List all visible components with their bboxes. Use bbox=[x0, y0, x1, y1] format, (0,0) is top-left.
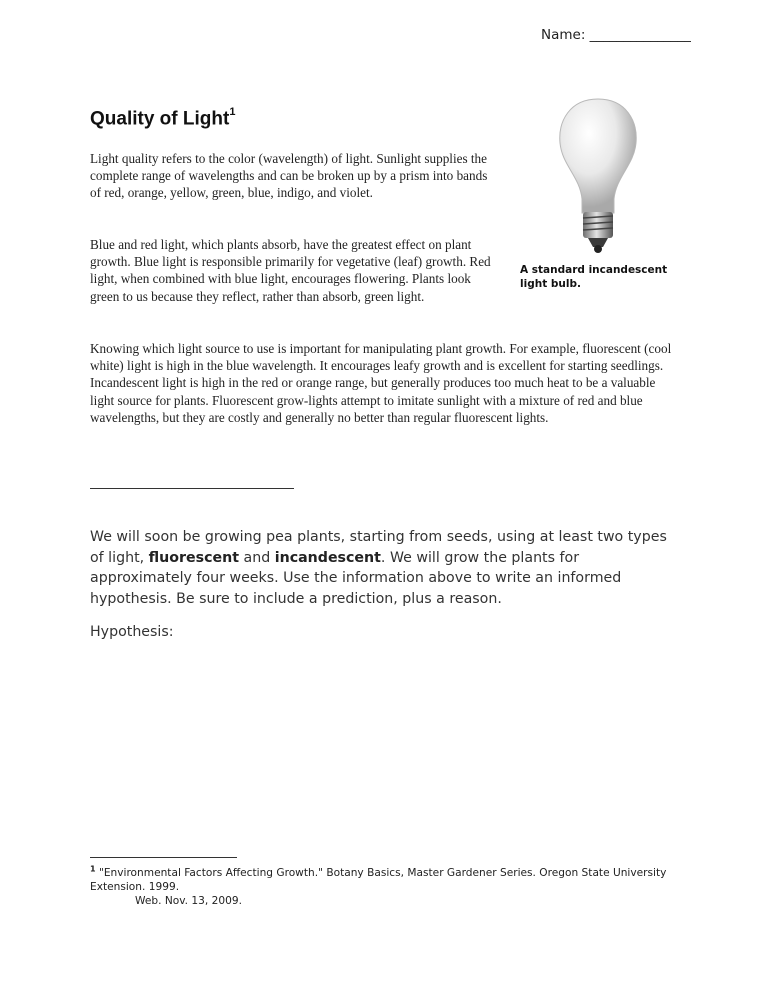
assignment-rest: . We will grow the plants for approximately four weeks. Use the information above to write an informed hypothesis. Be sure to include a prediction, plus a reason. bbox=[90, 549, 622, 607]
term-incandescent: incandescent bbox=[274, 549, 381, 566]
term-fluorescent: fluorescent bbox=[148, 549, 239, 566]
paragraph-blue-red-light: Blue and red light, which plants absorb, have the greatest effect on plant growth. Blue light is responsible primarily for vegetative (leaf) growth. Red light, when combined with blue light, encourages flowering. Plants look green to us because they reflect, rather than absorb, green light. bbox=[90, 237, 491, 304]
page-title bbox=[90, 108, 235, 130]
assignment-intro: We will soon be growing pea plants, starting from seeds, using at least two types of light, bbox=[90, 529, 667, 566]
footnote-line-2: Web. Nov. 13, 2009. bbox=[135, 894, 242, 907]
footnote-mark: 1 bbox=[90, 864, 96, 873]
paragraph-light-source: Knowing which light source to use is important for manipulating plant growth. For example, fluorescent (cool white) light is high in the blue wavelength. It encourages leafy growth and is excellent for starting seedlings. Incandescent light is high in the red or orange range, but generally produces too much heat to be a valuable light source for plants. Fluorescent grow-lights attempt to imitate sunlight with a mixture of red and blue wavelengths, but they are costly and generally no better than regular fluorescent lights. bbox=[90, 341, 672, 425]
footnote-line-1 bbox=[90, 864, 667, 893]
footnote-divider bbox=[90, 857, 237, 858]
figure-caption: A standard incandescent light bulb. bbox=[520, 264, 668, 290]
hypothesis-label: Hypothesis: bbox=[90, 624, 174, 640]
assignment-instructions bbox=[90, 527, 680, 609]
section-divider bbox=[90, 488, 294, 489]
footnote bbox=[90, 862, 680, 908]
paragraph-light-quality: Light quality refers to the color (wavelength) of light. Sunlight supplies the complete range of wavelengths and can be broken up by a prism into bands of red, orange, yellow, green, blue, indigo, and violet. bbox=[90, 151, 488, 201]
assignment-and: and bbox=[243, 549, 271, 566]
footnote-citation: "Environmental Factors Affecting Growth." Botany Basics, Master Gardener Series. Oregon State University Extension. 1999. bbox=[90, 866, 667, 893]
name-field-label: Name: _______________ bbox=[541, 27, 691, 43]
title-text: Quality of Light bbox=[90, 108, 230, 130]
light-bulb-icon bbox=[548, 95, 648, 255]
title-footnote-mark: 1 bbox=[229, 106, 236, 118]
